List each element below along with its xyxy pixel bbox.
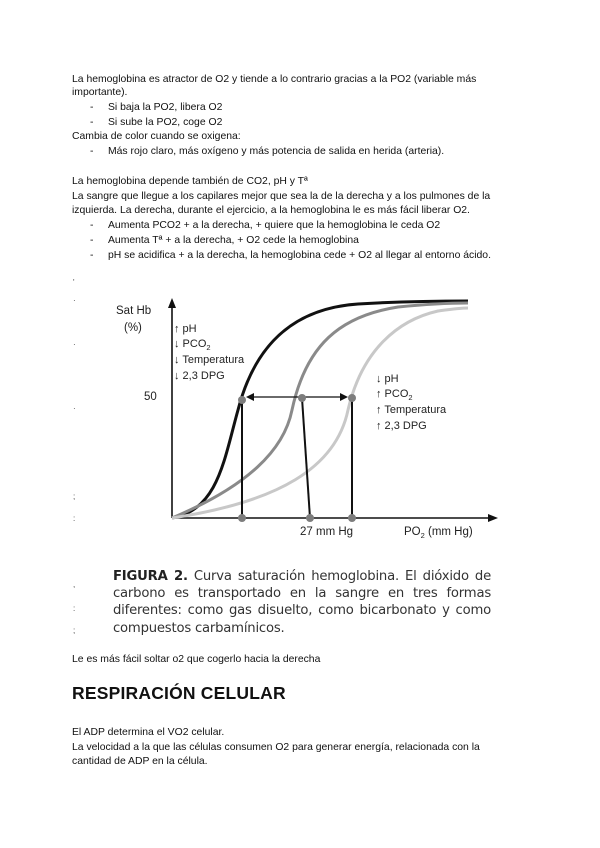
right-annot-temp: ↑ Temperatura (376, 404, 447, 416)
margin-mark: : (73, 604, 76, 613)
y-tick-50: 50 (144, 391, 157, 403)
para3-line3: izquierda. La derecha, durante el ejercicio, a la hemoglobina le es más fácil liberar O2. (72, 205, 470, 216)
right-annot-ph: ↓ pH (376, 373, 399, 385)
figure-caption (113, 568, 491, 637)
p50-point-right (348, 394, 356, 402)
para3-line2: La sangre que llegue a los capilares mejor que sea la de la derecha y a los pulmones de la (72, 191, 491, 202)
after-figure-line: Le es más fácil soltar o2 que cogerlo hacia la derecha (72, 654, 321, 665)
margin-mark: : (73, 514, 76, 523)
para1-bullet-2: - Si sube la PO2, coge O2 (90, 117, 223, 128)
p50-point-mid (298, 394, 306, 402)
margin-mark: ; (73, 492, 76, 501)
x-label: $PO_2$ (mm Hg) (404, 526, 473, 540)
x-axis-arrow-icon (488, 514, 498, 522)
right-annot-pco2: ↑ $PCO_2$ (376, 388, 413, 402)
y-label-line2: (%) (124, 322, 142, 334)
caption-text: Curva saturación hemoglobina. El dióxido de carbono es transportado en la sangre en tres formas diferentes: como gas disuelto, como bicarbonato y como compuestos carbamínicos. (113, 569, 491, 636)
para3-line1: La hemoglobina depende también de CO2, pH y Tª (72, 176, 308, 187)
para3-bullet-3: - pH se acidifica + a la derecha, la hemoglobina cede + O2 al llegar al entorno ácido. (90, 250, 491, 261)
left-annot-dpg: ↓ 2,3 DPG (174, 370, 225, 382)
x-tick-27: 27 mm Hg (300, 526, 354, 538)
para2-line1: Cambia de color cuando se oxigena: (72, 131, 241, 142)
para4-line2: La velocidad a la que las células consumen O2 para generar energía, relacionada con la (72, 742, 480, 753)
y-axis-arrow-icon (168, 298, 176, 308)
right-annot-dpg: ↑ 2,3 DPG (376, 420, 427, 432)
para3-bullet-1: - Aumenta PCO2 + a la derecha, + quiere que la hemoglobina le ceda O2 (90, 220, 441, 231)
margin-mark: · (73, 404, 76, 413)
left-annot-pco2: ↓ $PCO_2$ (174, 338, 211, 352)
y-label-line1: Sat Hb (116, 305, 152, 317)
p50-point-left (238, 396, 246, 404)
para1-line1: La hemoglobina es atractor de O2 y tiende a lo contrario gracias a la PO2 (variable más (72, 74, 477, 85)
drop-line-mid (302, 398, 310, 518)
margin-mark: ; (73, 626, 76, 635)
para1-line2: importante). (72, 87, 128, 98)
x-point-right (348, 514, 356, 522)
caption-label: FIGURA 2. (113, 569, 188, 584)
margin-mark: · (73, 296, 76, 305)
arrow-right-icon (340, 393, 348, 401)
x-point-left (238, 514, 246, 522)
para4-line3: cantidad de ADP en la célula. (72, 756, 208, 767)
margin-mark: · (73, 340, 76, 349)
margin-mark: , (73, 580, 76, 589)
para2-bullet-1: - Más rojo claro, más oxígeno y más potencia de salida en herida (arteria). (90, 146, 445, 157)
left-annot-temp: ↓ Temperatura (174, 354, 245, 366)
arrow-left-icon (246, 393, 254, 401)
x-point-mid (306, 514, 314, 522)
section-heading: RESPIRACIÓN CELULAR (72, 683, 286, 703)
para3-bullet-2: - Aumenta Tª + a la derecha, + O2 cede la hemoglobina (90, 235, 359, 246)
para1-bullet-1: - Si baja la PO2, libera O2 (90, 102, 223, 113)
margin-mark: ' (73, 278, 75, 287)
para4-line1: El ADP determina el VO2 celular. (72, 727, 225, 738)
left-annot-ph: ↑ pH (174, 323, 197, 335)
